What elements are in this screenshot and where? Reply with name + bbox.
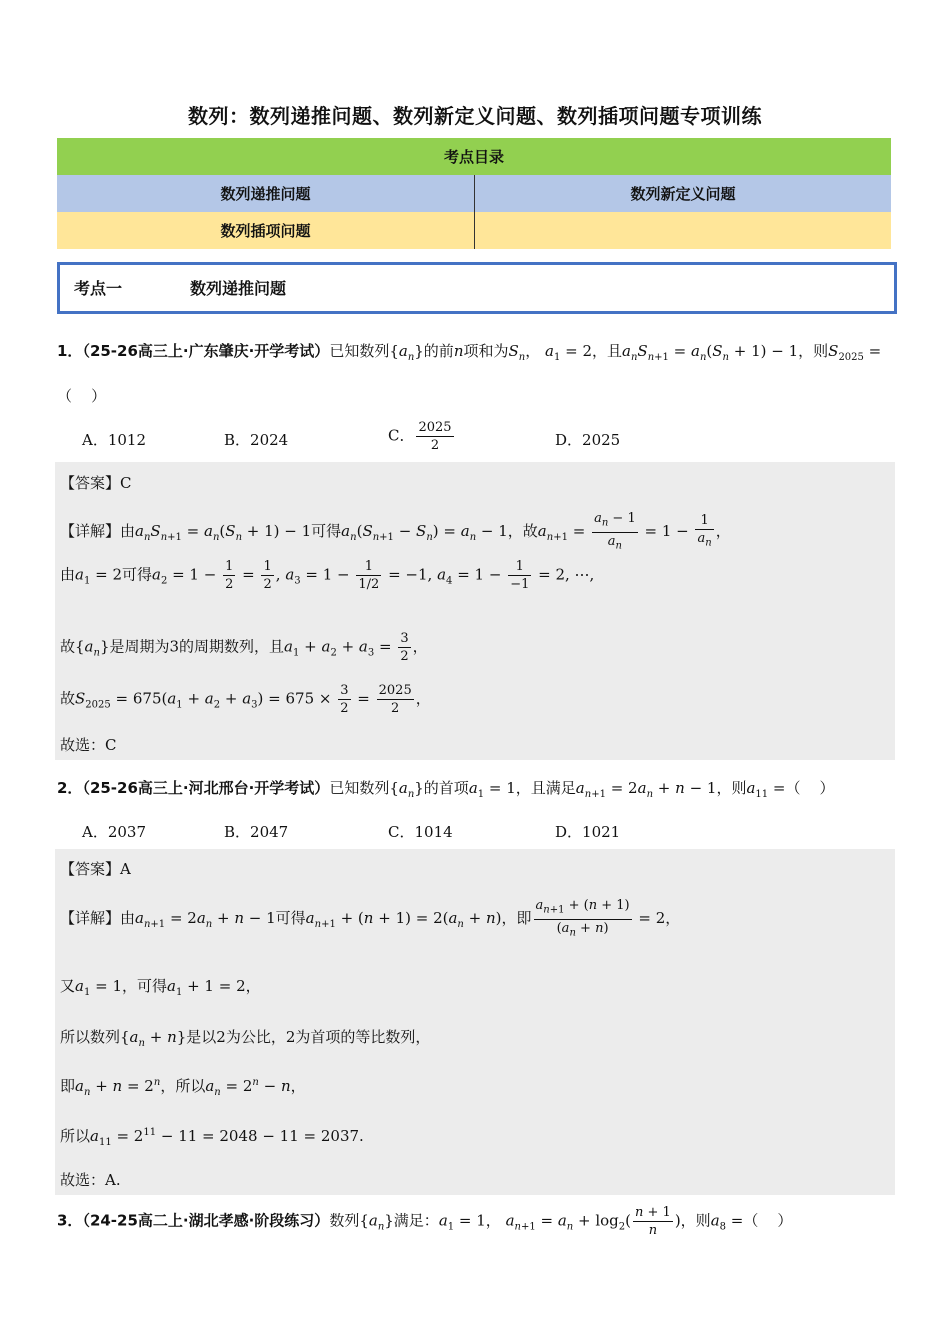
q1-option-c-numerator: 2025 <box>418 420 452 435</box>
q2-detail-4: 即$a_n + n = 2^n$，所以$a_n = 2^n - n$， <box>60 1077 306 1098</box>
toc-item-new-definition[interactable]: 数列新定义问题 <box>475 175 892 212</box>
toc-table <box>57 138 891 249</box>
q1-detail-4: 故$S_{2025} = 675(a_1 + a_2 + a_3) = 675$ × $\frac{3}{2}$ = $\frac{2025}{2}$ ， <box>60 683 431 716</box>
q1-option-b[interactable]: B．2024 <box>224 431 289 449</box>
q2-detail-5: 所以$a_{11} = 2^{11} - 11 = 2048 - 11 = 2037$. <box>60 1127 364 1148</box>
q1-detail-3: 故$\{a_n\}$是周期为3的周期数列，且$a_1 + a_2 + a_3$ = $\frac{3}{2}$ ， <box>60 631 428 664</box>
section-label: 考点一 <box>74 279 123 298</box>
toc-header: 考点目录 <box>57 138 891 175</box>
question-source: （24-25高二上·湖北孝感·阶段练习） <box>82 1211 330 1230</box>
q1-answer-box <box>55 462 895 760</box>
question-source: （25-26高三上·河北邢台·开学考试） <box>82 779 330 797</box>
q1-option-d[interactable]: D．2025 <box>555 431 621 449</box>
q2-answer: 【答案】A <box>60 860 131 878</box>
q2-detail-3: 所以数列$\{a_n + n\}$是以2为公比，2为首项的等比数列， <box>60 1028 431 1049</box>
q1-conclusion: 故选：C <box>60 736 117 754</box>
q2-option-b[interactable]: B．2047 <box>224 823 289 841</box>
section-heading <box>57 262 897 314</box>
toc-item-recursion[interactable]: 数列递推问题 <box>57 175 475 212</box>
q1-option-c[interactable] <box>388 419 456 454</box>
question-2: 2．（25-26高三上·河北邢台·开学考试）已知数列$\{a_n\}$的首项$a_1 = 1$，且满足$a_{n+1} = 2a_n + n - 1$，则$a_{11}$ =（ ） <box>57 779 835 800</box>
q1-option-c-label: C． <box>388 426 415 445</box>
page-title: 数列：数列递推问题、数列新定义问题、数列插项问题专项训练 <box>188 104 762 128</box>
q2-detail-2: 又$a_1 = 1$，可得$a_1 + 1 = 2$， <box>60 977 261 998</box>
question-source: （25-26高三上·广东肇庆·开学考试） <box>82 342 330 360</box>
q1-option-c-denominator: 2 <box>430 438 440 453</box>
question-number: 3． <box>57 1211 83 1230</box>
question-1: 1．（25-26高三上·广东肇庆·开学考试）已知数列$\{a_n\}$的前n项和为$S_n$， $a_1 = 2$，且$a_nS_{n+1} = a_n(S_n + 1) - 1$，则$S_{2025}$ = <box>57 342 882 363</box>
q1-option-a[interactable]: A．1012 <box>82 431 147 449</box>
q2-detail-1: 【详解】由$a_{n+1} = 2a_n + n - 1$可得$a_{n+1} + (n + 1) = 2(a_n + n)$，即 $\frac{a_{n+1} + (n + 1)}{(a_n + n)}$ = 2， <box>60 898 681 939</box>
q2-option-c[interactable]: C．1014 <box>388 823 453 841</box>
q2-conclusion: 故选：A. <box>60 1171 121 1189</box>
q2-option-a[interactable]: A．2037 <box>82 823 147 841</box>
section-name: 数列递推问题 <box>190 279 287 298</box>
q1-detail-2: 由$a_1 = 2$可得$a_2 = 1$ − $\frac{1}{2}$ = $\frac{1}{2}$ , $a_3 = 1$ − $\frac{1}{1/2}$ = −1, $a_4 = 1$ − $\frac{1}{-1}$ = 2, ⋯, <box>60 559 595 592</box>
q1-detail-1: 【详解】由$a_nS_{n+1} = a_n(S_n + 1) - 1$可得$a_n(S_{n+1} - S_n) = a_n - 1$，故$a_{n+1}$ = $\frac{a_n - 1}{a_n}$ = 1 − $\frac{1}{a_n}$ ， <box>60 511 731 552</box>
toc-item-empty <box>475 212 892 249</box>
question-number: 2． <box>57 779 83 797</box>
q1-answer: 【答案】C <box>60 474 132 492</box>
toc-item-insertion[interactable]: 数列插项问题 <box>57 212 475 249</box>
question-3: 3．（24-25高二上·湖北孝感·阶段练习）数列$\{a_n\}$满足：$a_1 = 1$， $a_{n+1} = a_n + \log_2$( $\frac{n + 1}{n}$ )，则$a_8$ =（ ） <box>57 1205 793 1238</box>
question-number: 1． <box>57 342 83 360</box>
q2-answer-box <box>55 849 895 1195</box>
question-1-blank: （ ） <box>57 387 107 405</box>
q2-option-d[interactable]: D．1021 <box>555 823 621 841</box>
